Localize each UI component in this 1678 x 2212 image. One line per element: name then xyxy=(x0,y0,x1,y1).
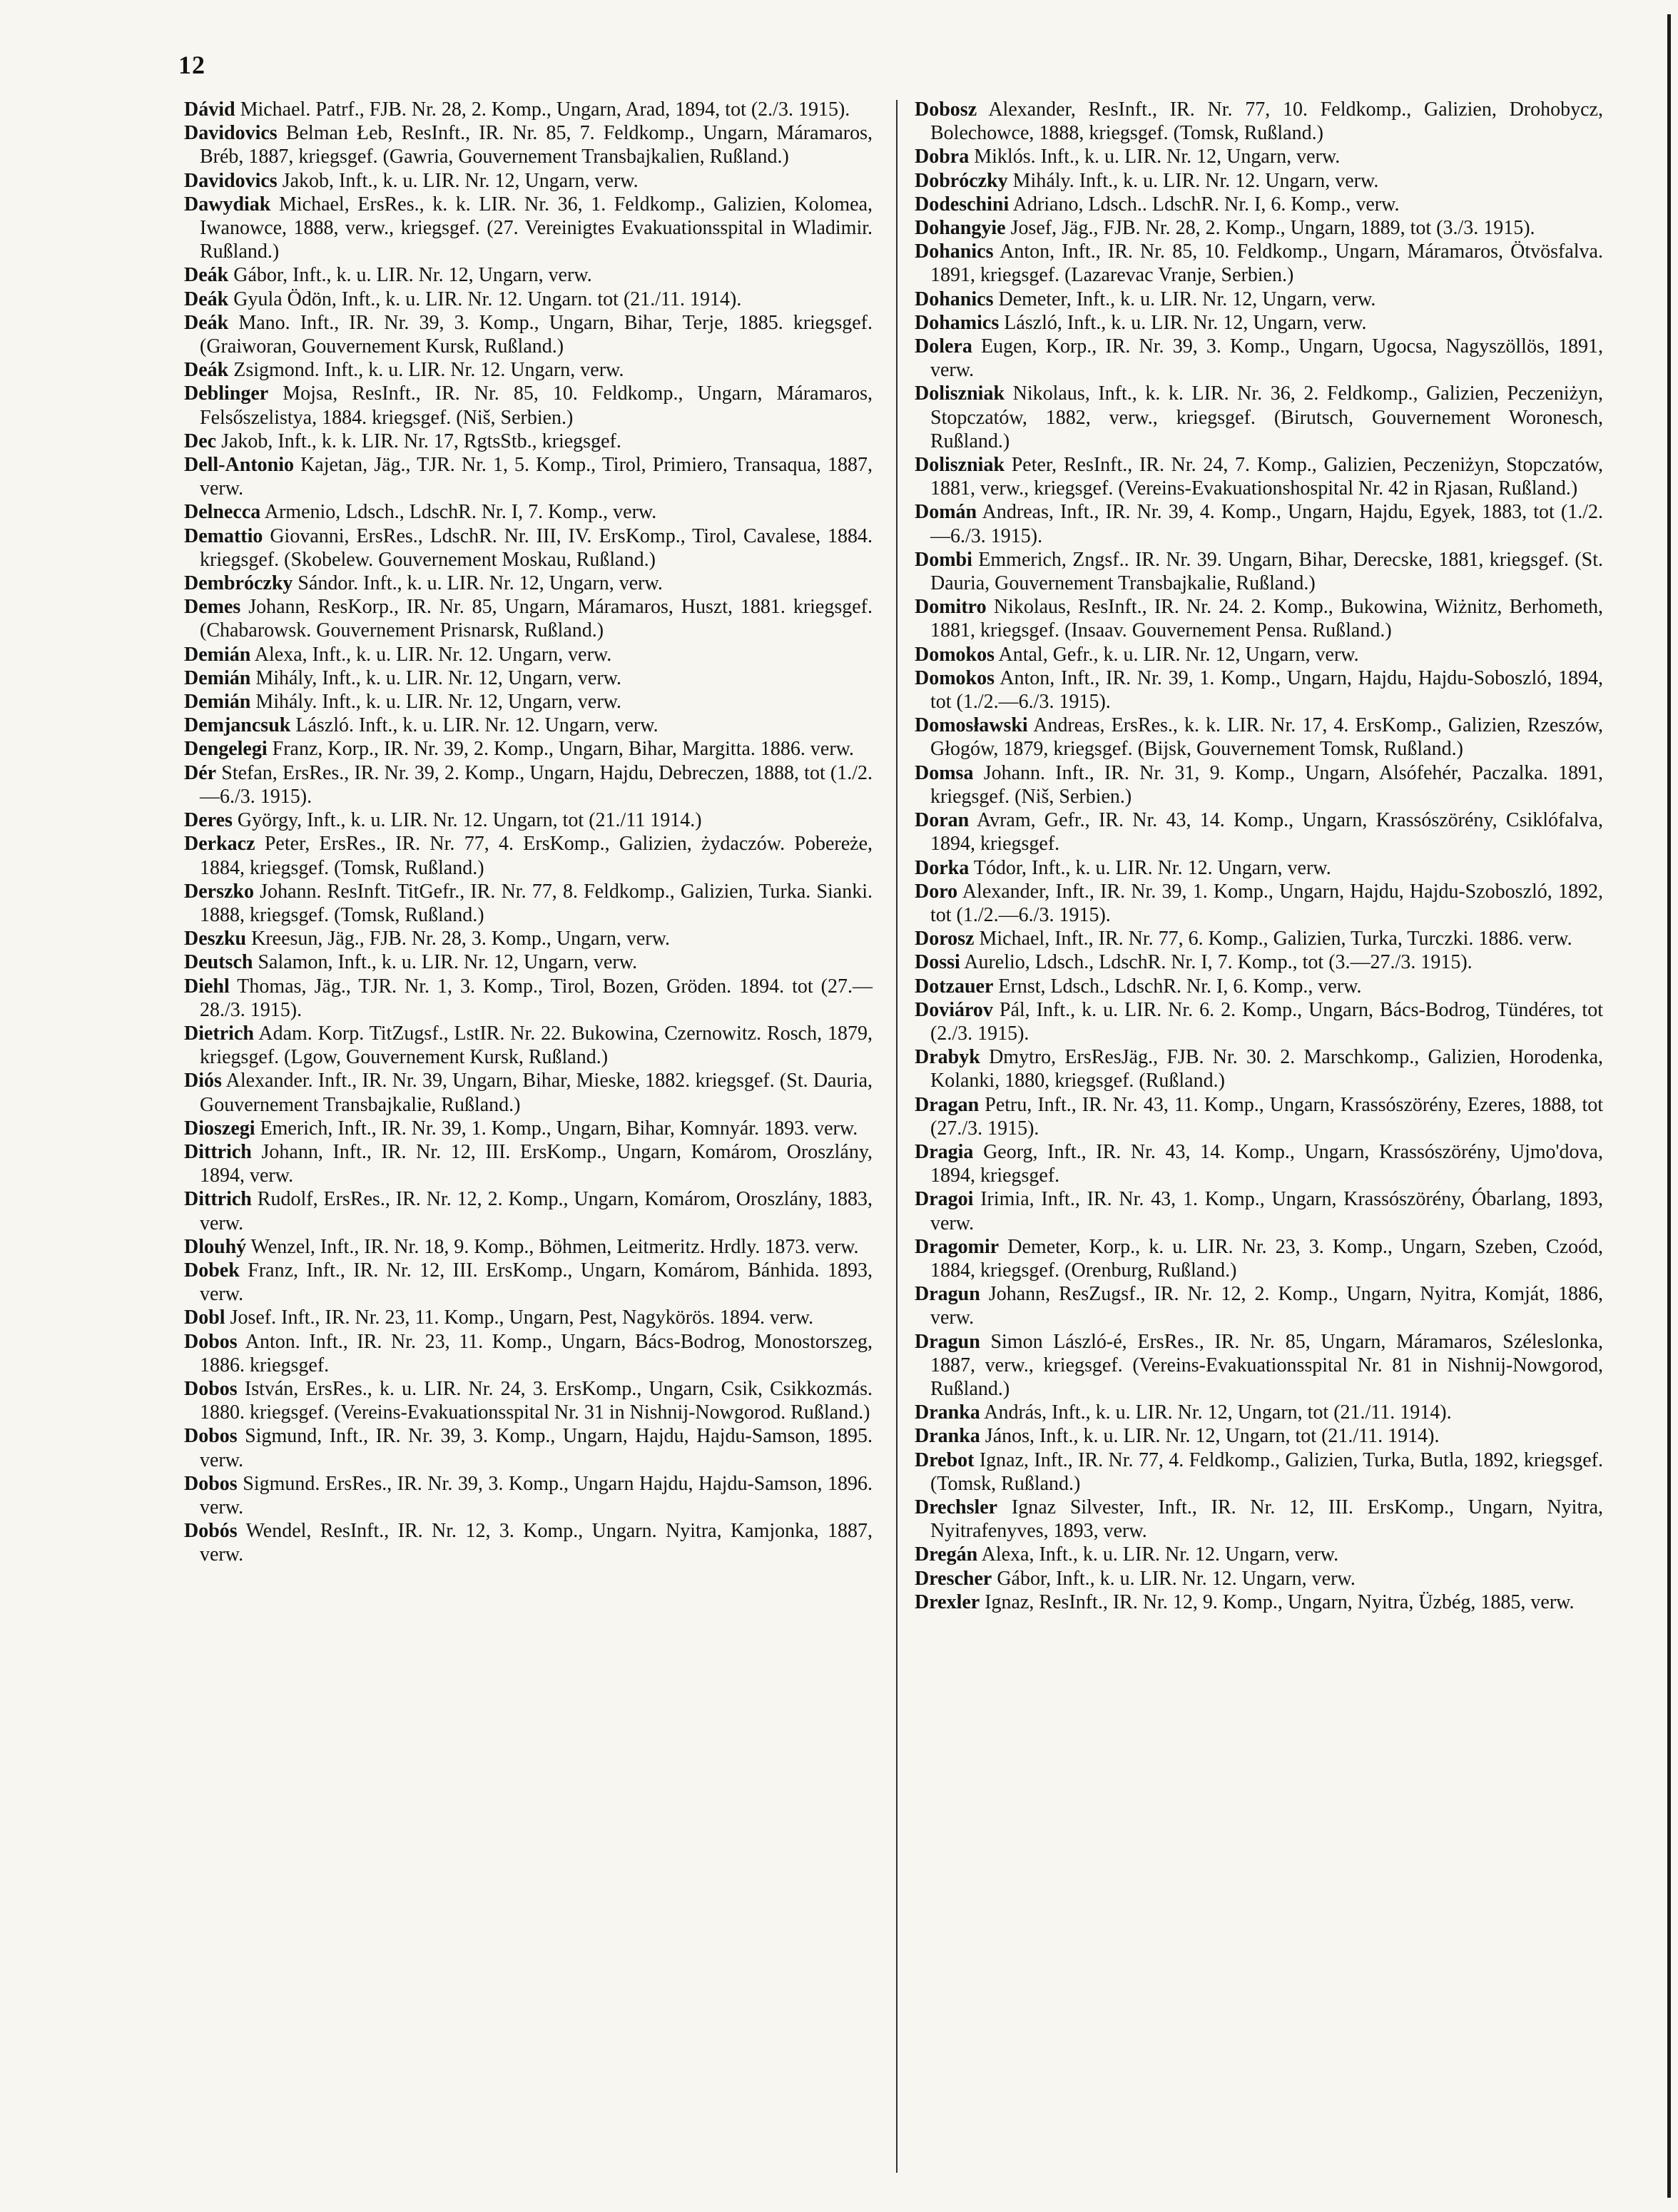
entry-details: Demeter, Korp., k. u. LIR. Nr. 23, 3. Komp., Ungarn, Szeben, Czoód, 1884, kriegsgef. (Orenburg, Rußland.) xyxy=(930,1235,1604,1282)
entry-surname: Domokos xyxy=(915,666,995,689)
entry-details: Mihály, Inft., k. u. LIR. Nr. 12, Ungarn, verw. xyxy=(255,666,622,689)
casualty-entry xyxy=(915,808,1603,856)
entry-surname: Dragun xyxy=(915,1283,980,1306)
entry-details: Sándor. Inft., k. u. LIR. Nr. 12, Ungarn, verw. xyxy=(298,572,663,595)
casualty-entry xyxy=(184,1259,873,1306)
entry-details: Josef. Inft., IR. Nr. 23, 11. Komp., Ungarn, Pest, Nagykörös. 1894. verw. xyxy=(230,1307,814,1329)
entry-surname: Dioszegi xyxy=(184,1117,255,1140)
entry-surname: Dombi xyxy=(915,548,972,571)
entry-details: Gyula Ödön, Inft., k. u. LIR. Nr. 12. Ungarn. tot (21./11. 1914). xyxy=(233,288,742,310)
casualty-entry xyxy=(184,263,873,287)
casualty-entry xyxy=(915,145,1603,168)
entry-surname: Dobos xyxy=(184,1472,238,1495)
casualty-entry xyxy=(184,1022,873,1069)
entry-surname: Dietrich xyxy=(184,1022,254,1045)
entry-surname: Dorosz xyxy=(915,928,975,950)
entry-surname: Doro xyxy=(915,880,958,903)
entry-details: Simon László-é, ErsRes., IR. Nr. 85, Ungarn, Máramaros, Széleslonka, 1887, verw., kriegsgef. (Vereins-Evakuationsspital Nr. 81 in Nishnij-Nowgorod, Rußland.) xyxy=(930,1330,1603,1400)
casualty-entry xyxy=(915,1424,1603,1448)
entry-details: Michael, Inft., IR. Nr. 77, 6. Komp., Galizien, Turka, Turczki. 1886. verw. xyxy=(979,928,1572,950)
entry-surname: Dohanics xyxy=(915,240,994,263)
casualty-entry xyxy=(184,430,873,453)
entry-details: Alexander, Inft., IR. Nr. 39, 1. Komp., Ungarn, Hajdu, Hajdu-Szoboszló, 1892, tot (1./2.—6./3. 1915). xyxy=(930,880,1603,926)
entry-details: Anton, Inft., IR. Nr. 39, 1. Komp., Ungarn, Hajdu, Hajdu-Soboszló, 1894, tot (1./2.—6./3. 1915). xyxy=(930,666,1603,714)
entry-details: Thomas, Jäg., TJR. Nr. 1, 3. Komp., Tirol, Bozen, Gröden. 1894. tot (27.—28./3. 1915). xyxy=(200,975,873,1021)
entry-details: János, Inft., k. u. LIR. Nr. 12, Ungarn, tot (21./11. 1914). xyxy=(985,1425,1440,1448)
entry-surname: Dengelegi xyxy=(184,738,268,761)
casualty-entry xyxy=(184,572,873,595)
casualty-entry xyxy=(915,1543,1603,1566)
entry-details: Ignaz Silvester, Inft., IR. Nr. 12, III. ErsKomp., Ungarn, Nyitra, Nyitrafenyves, 1893, verw. xyxy=(930,1496,1603,1543)
entry-surname: Domitro xyxy=(915,596,987,619)
entry-surname: Derkacz xyxy=(184,833,255,856)
casualty-entry xyxy=(184,643,873,666)
entry-details: Alexander, ResInft., IR. Nr. 77, 10. Feldkomp., Galizien, Drohobycz, Bolechowce, 1888, kriegsgef. (Tomsk, Rußland.) xyxy=(930,98,1603,145)
entry-surname: Domosławski xyxy=(915,714,1028,737)
casualty-entry xyxy=(184,761,873,808)
entry-details: Johann. Inft., IR. Nr. 31, 9. Komp., Ungarn, Alsófehér, Paczalka. 1891, kriegsgef. (Niš, Serbien.) xyxy=(930,761,1604,808)
entry-details: Michael, ErsRes., k. k. LIR. Nr. 36, 1. Feldkomp., Galizien, Kolomea, Iwanowce, 1888, verw., kriegsgef. (27. Vereinigtes Evakuationsspital in Wladimir. Rußland.) xyxy=(200,193,873,263)
entry-surname: Dobek xyxy=(184,1259,240,1282)
casualty-entry xyxy=(184,1187,873,1234)
casualty-entry xyxy=(915,500,1603,547)
casualty-entry xyxy=(915,927,1603,950)
casualty-entry xyxy=(184,382,873,429)
entry-surname: Dittrich xyxy=(184,1140,252,1163)
entry-details: Johann, ResZugsf., IR. Nr. 12, 2. Komp., Ungarn, Nyitra, Komját, 1886, verw. xyxy=(930,1283,1604,1329)
casualty-entry xyxy=(915,595,1603,642)
casualty-entry xyxy=(915,714,1603,761)
entry-details: Johann. ResInft. TitGefr., IR. Nr. 77, 8. Feldkomp., Galizien, Turka. Sianki. 1888, kriegsgef. (Tomsk, Rußland.) xyxy=(200,880,873,926)
casualty-entry xyxy=(184,1069,873,1116)
entry-surname: Dolera xyxy=(915,335,972,358)
casualty-entry xyxy=(915,453,1603,500)
entry-surname: Dobosz xyxy=(915,98,977,121)
casualty-entry xyxy=(915,1496,1603,1543)
casualty-entry xyxy=(184,595,873,642)
entry-details: Sigmund, Inft., IR. Nr. 39, 3. Komp., Ungarn, Hajdu, Hajdu-Samson, 1895. verw. xyxy=(200,1425,873,1471)
entry-surname: Dec xyxy=(184,430,217,452)
entry-details: István, ErsRes., k. u. LIR. Nr. 24, 3. ErsKomp., Ungarn, Csik, Csikkozmás. 1880. kriegsgef. (Vereins-Evakuationsspital Nr. 31 in Nishnij-Nowgorod. Rußland.) xyxy=(200,1377,873,1424)
casualty-entry xyxy=(184,524,873,572)
entry-surname: Deres xyxy=(184,809,233,832)
entry-surname: Deszku xyxy=(184,928,247,950)
casualty-entry xyxy=(184,453,873,500)
casualty-entry xyxy=(915,288,1603,311)
casualty-entry xyxy=(184,358,873,382)
entry-details: Michael. Patrf., FJB. Nr. 28, 2. Komp., Ungarn, Arad, 1894, tot (2./3. 1915). xyxy=(240,98,850,121)
left-column xyxy=(184,98,873,1567)
entry-details: Josef, Jäg., FJB. Nr. 28, 2. Komp., Ungarn, 1889, tot (3./3. 1915). xyxy=(1010,217,1535,240)
entry-surname: Dittrich xyxy=(184,1188,252,1211)
entry-surname: Dohamics xyxy=(915,311,1000,334)
entry-surname: Deák xyxy=(184,264,229,287)
entry-surname: Doran xyxy=(915,809,970,832)
casualty-entry xyxy=(915,1093,1603,1140)
entry-details: Alexa, Inft., k. u. LIR. Nr. 12. Ungarn, verw. xyxy=(254,643,612,666)
casualty-entry xyxy=(184,1235,873,1259)
entry-surname: Domán xyxy=(915,501,977,524)
entry-surname: Doliszniak xyxy=(915,382,1005,405)
entry-details: Anton, Inft., IR. Nr. 85, 10. Feldkomp., Ungarn, Máramaros, Ötvösfalva. 1891, kriegsgef. (Lazarevac Vranje, Serbien.) xyxy=(930,240,1603,287)
entry-surname: Dragia xyxy=(915,1140,974,1163)
entry-surname: Dér xyxy=(184,761,217,784)
entry-details: László. Inft., k. u. LIR. Nr. 12. Ungarn, verw. xyxy=(295,714,659,737)
entry-surname: Dragoi xyxy=(915,1188,974,1211)
entry-surname: Dell-Antonio xyxy=(184,454,294,477)
entry-details: Adriano, Ldsch.. LdschR. Nr. I, 6. Komp., verw. xyxy=(1012,193,1400,215)
entry-surname: Drescher xyxy=(915,1567,992,1590)
entry-details: Giovanni, ErsRes., LdschR. Nr. III, IV. ErsKomp., Tirol, Cavalese, 1884. kriegsgef. (Skobelew. Gouvernement Moskau, Rußland.) xyxy=(200,524,873,571)
entry-surname: Domokos xyxy=(915,643,995,666)
entry-details: Pál, Inft., k. u. LIR. Nr. 6. 2. Komp., Ungarn, Bács-Bodrog, Tündéres, tot (2./3. 1915). xyxy=(930,998,1603,1045)
entry-details: András, Inft., k. u. LIR. Nr. 12, Ungarn, tot (21./11. 1914). xyxy=(984,1401,1452,1424)
casualty-entry xyxy=(184,311,873,358)
entry-details: Alexander. Inft., IR. Nr. 39, Ungarn, Bihar, Mieske, 1882. kriegsgef. (St. Dauria, Gouvernement Transbajkalie, Rußland.) xyxy=(200,1070,873,1116)
entry-details: Tódor, Inft., k. u. LIR. Nr. 12. Ungarn, verw. xyxy=(973,856,1331,879)
entry-details: Mikló‌s. Inft., k. u. LIR. Nr. 12, Ungarn, verw. xyxy=(974,146,1341,168)
casualty-entry xyxy=(915,98,1603,145)
entry-details: Rudolf, ErsRes., IR. Nr. 12, 2. Komp., Ungarn, Komárom, Oroszlány, 1883, verw. xyxy=(200,1188,873,1234)
right-column xyxy=(915,98,1603,1614)
entry-details: Eugen, Korp., IR. Nr. 39, 3. Komp., Ungarn, Ugocsa, Nagyszöllös, 1891, verw. xyxy=(930,335,1603,382)
entry-surname: Dodeschini xyxy=(915,193,1010,215)
entry-details: Irimia, Inft., IR. Nr. 43, 1. Komp., Ungarn, Krassószörény, Óbarlang, 1893, verw. xyxy=(930,1188,1603,1234)
entry-surname: Demián xyxy=(184,666,251,689)
casualty-entry xyxy=(184,1472,873,1519)
casualty-entry xyxy=(915,1449,1603,1496)
entry-details: Mano. Inft., IR. Nr. 39, 3. Komp., Ungarn, Bihar, Terje, 1885. kriegsgef. (Graiworan, Gouvernement Kursk, Rußland.) xyxy=(200,311,873,358)
entry-details: Antal, Gefr., k. u. LIR. Nr. 12, Ungarn, verw. xyxy=(998,643,1359,666)
entry-surname: Dobra xyxy=(915,146,970,168)
casualty-entry xyxy=(184,666,873,690)
entry-details: Adam. Korp. TitZugsf., LstIR. Nr. 22. Bukowina, Czernowitz. Rosch, 1879, kriegsgef. (Lgow, Gouvernement Kursk, Rußland.) xyxy=(200,1022,873,1069)
casualty-entry xyxy=(915,335,1603,382)
entry-surname: Drexler xyxy=(915,1590,980,1613)
casualty-entry xyxy=(184,1330,873,1377)
casualty-entry xyxy=(915,1140,1603,1187)
page-number: 12 xyxy=(178,51,205,79)
casualty-entry xyxy=(184,880,873,927)
casualty-entry xyxy=(915,193,1603,216)
entry-details: Avram, Gefr., IR. Nr. 43, 14. Komp., Ungarn, Krassószörény, Csiklófalva, 1894, kriegsgef. xyxy=(930,809,1603,856)
entry-surname: Dlouhý xyxy=(184,1235,247,1258)
casualty-entry xyxy=(915,1045,1603,1092)
entry-surname: Dranka xyxy=(915,1425,980,1448)
entry-surname: Diehl xyxy=(184,975,230,998)
entry-details: Demeter, Inft., k. u. LIR. Nr. 12, Ungarn, verw. xyxy=(998,288,1376,310)
casualty-entry xyxy=(184,169,873,193)
casualty-entry xyxy=(184,808,873,832)
entry-details: Franz, Inft., IR. Nr. 12, III. ErsKomp., Ungarn, Komárom, Bánhida. 1893, verw. xyxy=(200,1259,873,1306)
entry-details: Kajetan, Jäg., TJR. Nr. 1, 5. Komp., Tirol, Primiero, Transaqua, 1887, verw. xyxy=(200,454,873,500)
entry-details: Nikolaus, ResInft., IR. Nr. 24. 2. Komp., Bukowina, Wiżnitz, Berhometh, 1881, kriegsgef. (Insaav. Gouvernement Pensa. Rußland.) xyxy=(930,596,1604,642)
entry-details: Emmerich, Zngsf.. IR. Nr. 39. Ungarn, Bihar, Derecske, 1881, kriegsgef. (St. Dauria, Gouvernement Transbajkalie, Rußland.) xyxy=(930,548,1604,595)
entry-details: Armenio, Ldsch., LdschR. Nr. I, 7. Komp., verw. xyxy=(264,501,657,524)
casualty-entry xyxy=(915,856,1603,880)
entry-details: Wendel, ResInft., IR. Nr. 12, 3. Komp., Ungarn. Nyitra, Kamjonka, 1887, verw. xyxy=(200,1520,873,1566)
entry-details: Peter, ResInft., IR. Nr. 24, 7. Komp., Galizien, Peczeniżyn, Stopczatów, 1881, verw., kriegsgef. (Vereins-Evakuationshospital Nr. 42 in Rjasan, Rußland.) xyxy=(930,454,1603,500)
entry-surname: Dembróczky xyxy=(184,572,293,595)
entry-details: Ignaz, ResInft., IR. Nr. 12, 9. Komp., Ungarn, Nyitra, Üzbég, 1885, verw. xyxy=(985,1590,1575,1613)
casualty-entry xyxy=(184,98,873,121)
entry-details: Gábor, Inft., k. u. LIR. Nr. 12. Ungarn, verw. xyxy=(997,1567,1356,1590)
entry-details: Jakob, Inft., k. u. LIR. Nr. 12, Ungarn, verw. xyxy=(282,169,639,192)
entry-surname: Deblinger xyxy=(184,382,269,405)
entry-details: Sigmund. ErsRes., IR. Nr. 39, 3. Komp., Ungarn Hajdu, Hajdu-Samson, 1896. verw. xyxy=(200,1472,873,1518)
entry-surname: Dobós xyxy=(184,1520,238,1543)
entry-details: Mojsa, ResInft., IR. Nr. 85, 10. Feldkomp., Ungarn, Máramaros, Felsőszelistya, 1884. kriegsgef. (Niš, Serbien.) xyxy=(200,382,873,429)
entry-details: Gábor, Inft., k. u. LIR. Nr. 12, Ungarn, verw. xyxy=(233,264,592,287)
casualty-entry xyxy=(915,382,1603,453)
entry-details: Nikolaus, Inft., k. k. LIR. Nr. 36, 2. Feldkomp., Galizien, Peczeniżyn, Stopczatów, 1882, verw., kriegsgef. (Birutsch, Gouvernement Woronesch, Rußland.) xyxy=(930,382,1604,452)
entry-surname: Demián xyxy=(184,643,251,666)
entry-details: Franz, Korp., IR. Nr. 39, 2. Komp., Ungarn, Bihar, Margitta. 1886. verw. xyxy=(272,738,855,761)
casualty-entry xyxy=(915,169,1603,193)
entry-surname: Dragomir xyxy=(915,1235,1000,1258)
entry-details: György, Inft., k. u. LIR. Nr. 12. Ungarn, tot (21./11 1914.) xyxy=(237,809,702,832)
casualty-entry xyxy=(184,121,873,168)
casualty-entry xyxy=(915,216,1603,240)
entry-surname: Doliszniak xyxy=(915,454,1005,477)
entry-details: Alexa, Inft., k. u. LIR. Nr. 12. Ungarn, verw. xyxy=(981,1543,1339,1566)
entry-surname: Derszko xyxy=(184,880,254,903)
entry-surname: Davidovics xyxy=(184,122,278,145)
casualty-entry xyxy=(915,666,1603,714)
casualty-entry xyxy=(915,1590,1603,1614)
entry-details: Emerich, Inft., IR. Nr. 39, 1. Komp., Ungarn, Bihar, Komnyár. 1893. verw. xyxy=(260,1117,858,1140)
casualty-entry xyxy=(915,880,1603,927)
entry-surname: Dobos xyxy=(184,1425,238,1448)
entry-details: Mihály. Inft., k. u. LIR. Nr. 12, Ungarn, verw. xyxy=(255,691,622,714)
casualty-entry xyxy=(184,927,873,950)
casualty-entry xyxy=(915,761,1603,808)
entry-surname: Delnecca xyxy=(184,501,261,524)
casualty-entry xyxy=(184,288,873,311)
entry-details: Ernst, Ldsch., LdschR. Nr. I, 6. Komp., verw. xyxy=(998,975,1362,998)
entry-details: Andreas, ErsRes., k. k. LIR. Nr. 17, 4. ErsKomp., Galizien, Rzeszów, Głogów, 1879, kriegsgef. (Bijsk, Gouvernement Tomsk, Rußland.) xyxy=(930,714,1603,761)
entry-surname: Deák xyxy=(184,288,229,310)
casualty-entry xyxy=(915,1330,1603,1401)
entry-details: Andreas, Inft., IR. Nr. 39, 4. Komp., Ungarn, Hajdu, Egyek, 1883, tot (1./2.—6./3. 1915). xyxy=(930,501,1603,547)
entry-surname: Dohanics xyxy=(915,288,994,310)
entry-surname: Drechsler xyxy=(915,1496,998,1518)
entry-surname: Dregán xyxy=(915,1543,978,1566)
entry-details: Dmytro, ErsResJäg., FJB. Nr. 30. 2. Marschkomp., Galizien, Horodenka, Kolanki, 1880, kriegsgef. (Rußland.) xyxy=(930,1046,1604,1092)
casualty-entry xyxy=(184,1377,873,1424)
entry-surname: Dohangyie xyxy=(915,217,1006,240)
casualty-entry xyxy=(184,1117,873,1140)
entry-details: Petru, Inft., IR. Nr. 43, 11. Komp., Ungarn, Krassószörény, Ezeres, 1888, tot (27./3. 1915). xyxy=(930,1093,1604,1140)
entry-surname: Dobróczky xyxy=(915,169,1008,192)
casualty-entry xyxy=(915,998,1603,1045)
page-edge-border xyxy=(1667,14,1671,2198)
entry-surname: Drabyk xyxy=(915,1046,980,1069)
entry-surname: Deák xyxy=(184,359,229,382)
casualty-entry xyxy=(184,1424,873,1471)
entry-details: Georg, Inft., IR. Nr. 43, 14. Komp., Ungarn, Krassószörény, Ujmo'dova, 1894, kriegsgef. xyxy=(930,1140,1603,1187)
entry-surname: Demattio xyxy=(184,524,263,547)
entry-details: Ignaz, Inft., IR. Nr. 77, 4. Feldkomp., Galizien, Turka, Butla, 1892, kriegsgef. (Tomsk, Rußland.) xyxy=(930,1449,1603,1495)
entry-surname: Doviárov xyxy=(915,998,993,1021)
entry-surname: Dobos xyxy=(184,1377,238,1400)
entry-surname: Dotzauer xyxy=(915,975,994,998)
casualty-entry xyxy=(184,950,873,974)
entry-details: Johann, Inft., IR. Nr. 12, III. ErsKomp., Ungarn, Komárom, Oroszlány, 1894, verw. xyxy=(200,1140,873,1187)
entry-surname: Drebot xyxy=(915,1449,975,1471)
casualty-entry xyxy=(915,1567,1603,1590)
entry-surname: Davidovics xyxy=(184,169,278,192)
entry-details: Peter, ErsRes., IR. Nr. 77, 4. ErsKomp., Galizien, żydaczów. Pobereże, 1884, kriegsgef. (Tomsk, Rußland.) xyxy=(200,833,873,879)
entry-surname: Deák xyxy=(184,311,229,334)
casualty-entry xyxy=(915,311,1603,335)
casualty-entry xyxy=(915,548,1603,595)
casualty-entry xyxy=(184,832,873,879)
casualty-entry xyxy=(184,1140,873,1187)
casualty-entry xyxy=(915,643,1603,666)
entry-surname: Dobos xyxy=(184,1330,238,1353)
entry-details: Anton. Inft., IR. Nr. 23, 11. Komp., Ungarn, Bács-Bodrog, Monostorszeg, 1886. kriegsgef. xyxy=(200,1330,873,1376)
entry-surname: Dragun xyxy=(915,1330,980,1353)
entry-surname: Demjancsuk xyxy=(184,714,291,737)
entry-details: Stefan, ErsRes., IR. Nr. 39, 2. Komp., Ungarn, Hajdu, Debreczen, 1888, tot (1./2.—6./3. 1915). xyxy=(200,761,873,808)
entry-surname: Dávid xyxy=(184,98,235,121)
entry-details: Belman Łeb, ResInft., IR. Nr. 85, 7. Feldkomp., Ungarn, Máramaros, Bréb, 1887, kriegsgef. (Gawria, Gouvernement Transbajkalien, Rußland.) xyxy=(200,122,873,168)
casualty-entry xyxy=(915,950,1603,974)
entry-surname: Dawydiak xyxy=(184,193,271,215)
column-divider xyxy=(896,100,898,2173)
entry-details: Salamon, Inft., k. u. LIR. Nr. 12, Ungarn, verw. xyxy=(258,951,638,974)
entry-details: Wenzel, Inft., IR. Nr. 18, 9. Komp., Böhmen, Leitmeritz. Hrdly. 1873. verw. xyxy=(250,1235,859,1258)
casualty-entry xyxy=(915,240,1603,287)
casualty-entry xyxy=(184,975,873,1022)
casualty-entry xyxy=(915,975,1603,998)
casualty-entry xyxy=(184,1306,873,1329)
entry-surname: Dragan xyxy=(915,1093,980,1116)
entry-details: Aurelio, Ldsch., LdschR. Nr. I, 7. Komp., tot (3.—27./3. 1915). xyxy=(964,951,1473,974)
entry-details: Jakob, Inft., k. k. LIR. Nr. 17, RgtsStb., kriegsgef. xyxy=(221,430,621,452)
entry-surname: Demián xyxy=(184,691,251,714)
entry-surname: Dossi xyxy=(915,951,960,974)
casualty-entry xyxy=(184,500,873,524)
casualty-entry xyxy=(915,1401,1603,1424)
casualty-entry xyxy=(915,1282,1603,1329)
entry-details: Johann, ResKorp., IR. Nr. 85, Ungarn, Máramaros, Huszt, 1881. kriegsgef. (Chabarowsk. Gouvernement Prisnarsk, Rußland.) xyxy=(200,596,873,642)
casualty-entry xyxy=(184,193,873,264)
entry-surname: Demes xyxy=(184,596,241,619)
entry-surname: Dorka xyxy=(915,856,970,879)
entry-surname: Deutsch xyxy=(184,951,253,974)
entry-surname: Dranka xyxy=(915,1401,980,1424)
entry-details: Zsigmond. Inft., k. u. LIR. Nr. 12. Ungarn, verw. xyxy=(233,359,624,382)
casualty-entry xyxy=(915,1187,1603,1234)
entry-surname: Domsa xyxy=(915,761,974,784)
entry-details: Mihály. Inft., k. u. LIR. Nr. 12. Ungarn, verw. xyxy=(1012,169,1379,192)
entry-surname: Dobl xyxy=(184,1307,225,1329)
casualty-entry xyxy=(184,737,873,761)
casualty-entry xyxy=(915,1235,1603,1282)
casualty-entry xyxy=(184,714,873,737)
entry-details: Kreesun, Jäg., FJB. Nr. 28, 3. Komp., Ungarn, verw. xyxy=(251,928,671,950)
casualty-entry xyxy=(184,1519,873,1566)
casualty-entry xyxy=(184,690,873,714)
entry-details: László, Inft., k. u. LIR. Nr. 12, Ungarn, verw. xyxy=(1004,311,1367,334)
entry-surname: Diós xyxy=(184,1070,222,1092)
